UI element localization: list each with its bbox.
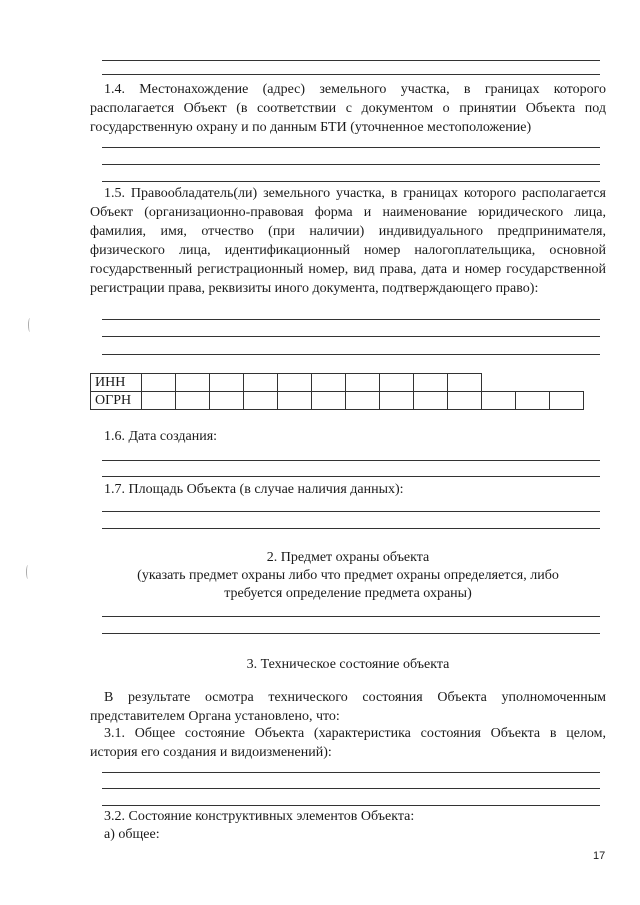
- inn-cell[interactable]: [210, 374, 244, 392]
- inn-cell[interactable]: [142, 374, 176, 392]
- fill-line: [102, 460, 600, 461]
- inn-label: ИНН: [91, 374, 142, 392]
- inn-cell[interactable]: [448, 374, 482, 392]
- fill-line: [102, 354, 600, 355]
- fill-line: [102, 147, 600, 148]
- fill-line: [102, 805, 600, 806]
- ogrn-cell[interactable]: [312, 392, 346, 410]
- section-2-title: 2. Предмет охраны объекта: [266, 550, 430, 565]
- fill-line: [102, 74, 600, 75]
- ogrn-cell[interactable]: [516, 392, 550, 410]
- ogrn-row: [91, 392, 584, 410]
- ogrn-cell[interactable]: [380, 392, 414, 410]
- section-1-4-text: 1.4. Местонахождение (адрес) земельного участка, в границах которого располагается Объект (в соответствии с документом о принятии Объекта под государственную охрану и по данным БТИ (уточненное местоположение): [90, 82, 606, 135]
- fill-line: [102, 788, 600, 789]
- ogrn-cell[interactable]: [482, 392, 516, 410]
- section-1-6-label: 1.6. Дата создания:: [104, 429, 218, 444]
- section-3-title: 3. Техническое состояние объекта: [246, 657, 450, 672]
- fill-line: [102, 528, 600, 529]
- page-number: 17: [593, 850, 606, 862]
- section-1-7-label: 1.7. Площадь Объекта (в случае наличия данных):: [104, 482, 404, 497]
- fill-line: [102, 476, 600, 477]
- ogrn-cell[interactable]: [278, 392, 312, 410]
- fill-line: [102, 633, 600, 634]
- section-3-2-a-label: а) общее:: [104, 827, 160, 842]
- empty-cell: [516, 374, 550, 392]
- inn-cell[interactable]: [346, 374, 380, 392]
- fill-line: [102, 319, 600, 320]
- fill-line: [102, 60, 600, 61]
- fill-line: [102, 772, 600, 773]
- fill-line: [102, 616, 600, 617]
- inn-cell[interactable]: [244, 374, 278, 392]
- section-2-subtitle-2: требуется определение предмета охраны): [224, 586, 472, 601]
- section-3-2-label: 3.2. Состояние конструктивных элементов Объекта:: [104, 809, 415, 824]
- fill-line: [102, 181, 600, 182]
- inn-cell[interactable]: [414, 374, 448, 392]
- empty-cell: [550, 374, 584, 392]
- inn-cell[interactable]: [380, 374, 414, 392]
- scan-mark: [26, 565, 30, 579]
- ogrn-cell[interactable]: [244, 392, 278, 410]
- inn-ogrn-table: [90, 373, 584, 410]
- section-1-5-text: 1.5. Правообладатель(ли) земельного участка, в границах которого располагается Объект (организационно-правовая форма и наименование юридического лица, фамилия, имя, отчество (при наличии) индивидуального предпринимателя, физического лица, идентификационный номер налогоплательщика, основной государственный регистрационный номер, вид права, дата и номер государственной регистрации права, реквизиты иного документа, подтверждающего право):: [90, 186, 606, 296]
- fill-line: [102, 336, 600, 337]
- section-2-subtitle-1: (указать предмет охраны либо что предмет охраны определяется, либо: [137, 568, 559, 583]
- ogrn-cell[interactable]: [346, 392, 380, 410]
- ogrn-cell[interactable]: [414, 392, 448, 410]
- empty-cell: [482, 374, 516, 392]
- inn-cell[interactable]: [312, 374, 346, 392]
- section-3-intro: В результате осмотра технического состояния Объекта уполномоченным представителем Органа установлено, что:: [90, 690, 606, 724]
- inn-cell[interactable]: [278, 374, 312, 392]
- inn-cell[interactable]: [176, 374, 210, 392]
- inn-row: [91, 374, 584, 392]
- fill-line: [102, 164, 600, 165]
- ogrn-cell[interactable]: [550, 392, 584, 410]
- section-3-1-text: 3.1. Общее состояние Объекта (характеристика состояния Объекта в целом, история его создания и видоизменений):: [90, 726, 606, 760]
- ogrn-cell[interactable]: [448, 392, 482, 410]
- fill-line: [102, 511, 600, 512]
- ogrn-cell[interactable]: [142, 392, 176, 410]
- ogrn-cell[interactable]: [176, 392, 210, 410]
- ogrn-label: ОГРН: [91, 392, 142, 410]
- ogrn-cell[interactable]: [210, 392, 244, 410]
- scan-mark: [28, 318, 32, 332]
